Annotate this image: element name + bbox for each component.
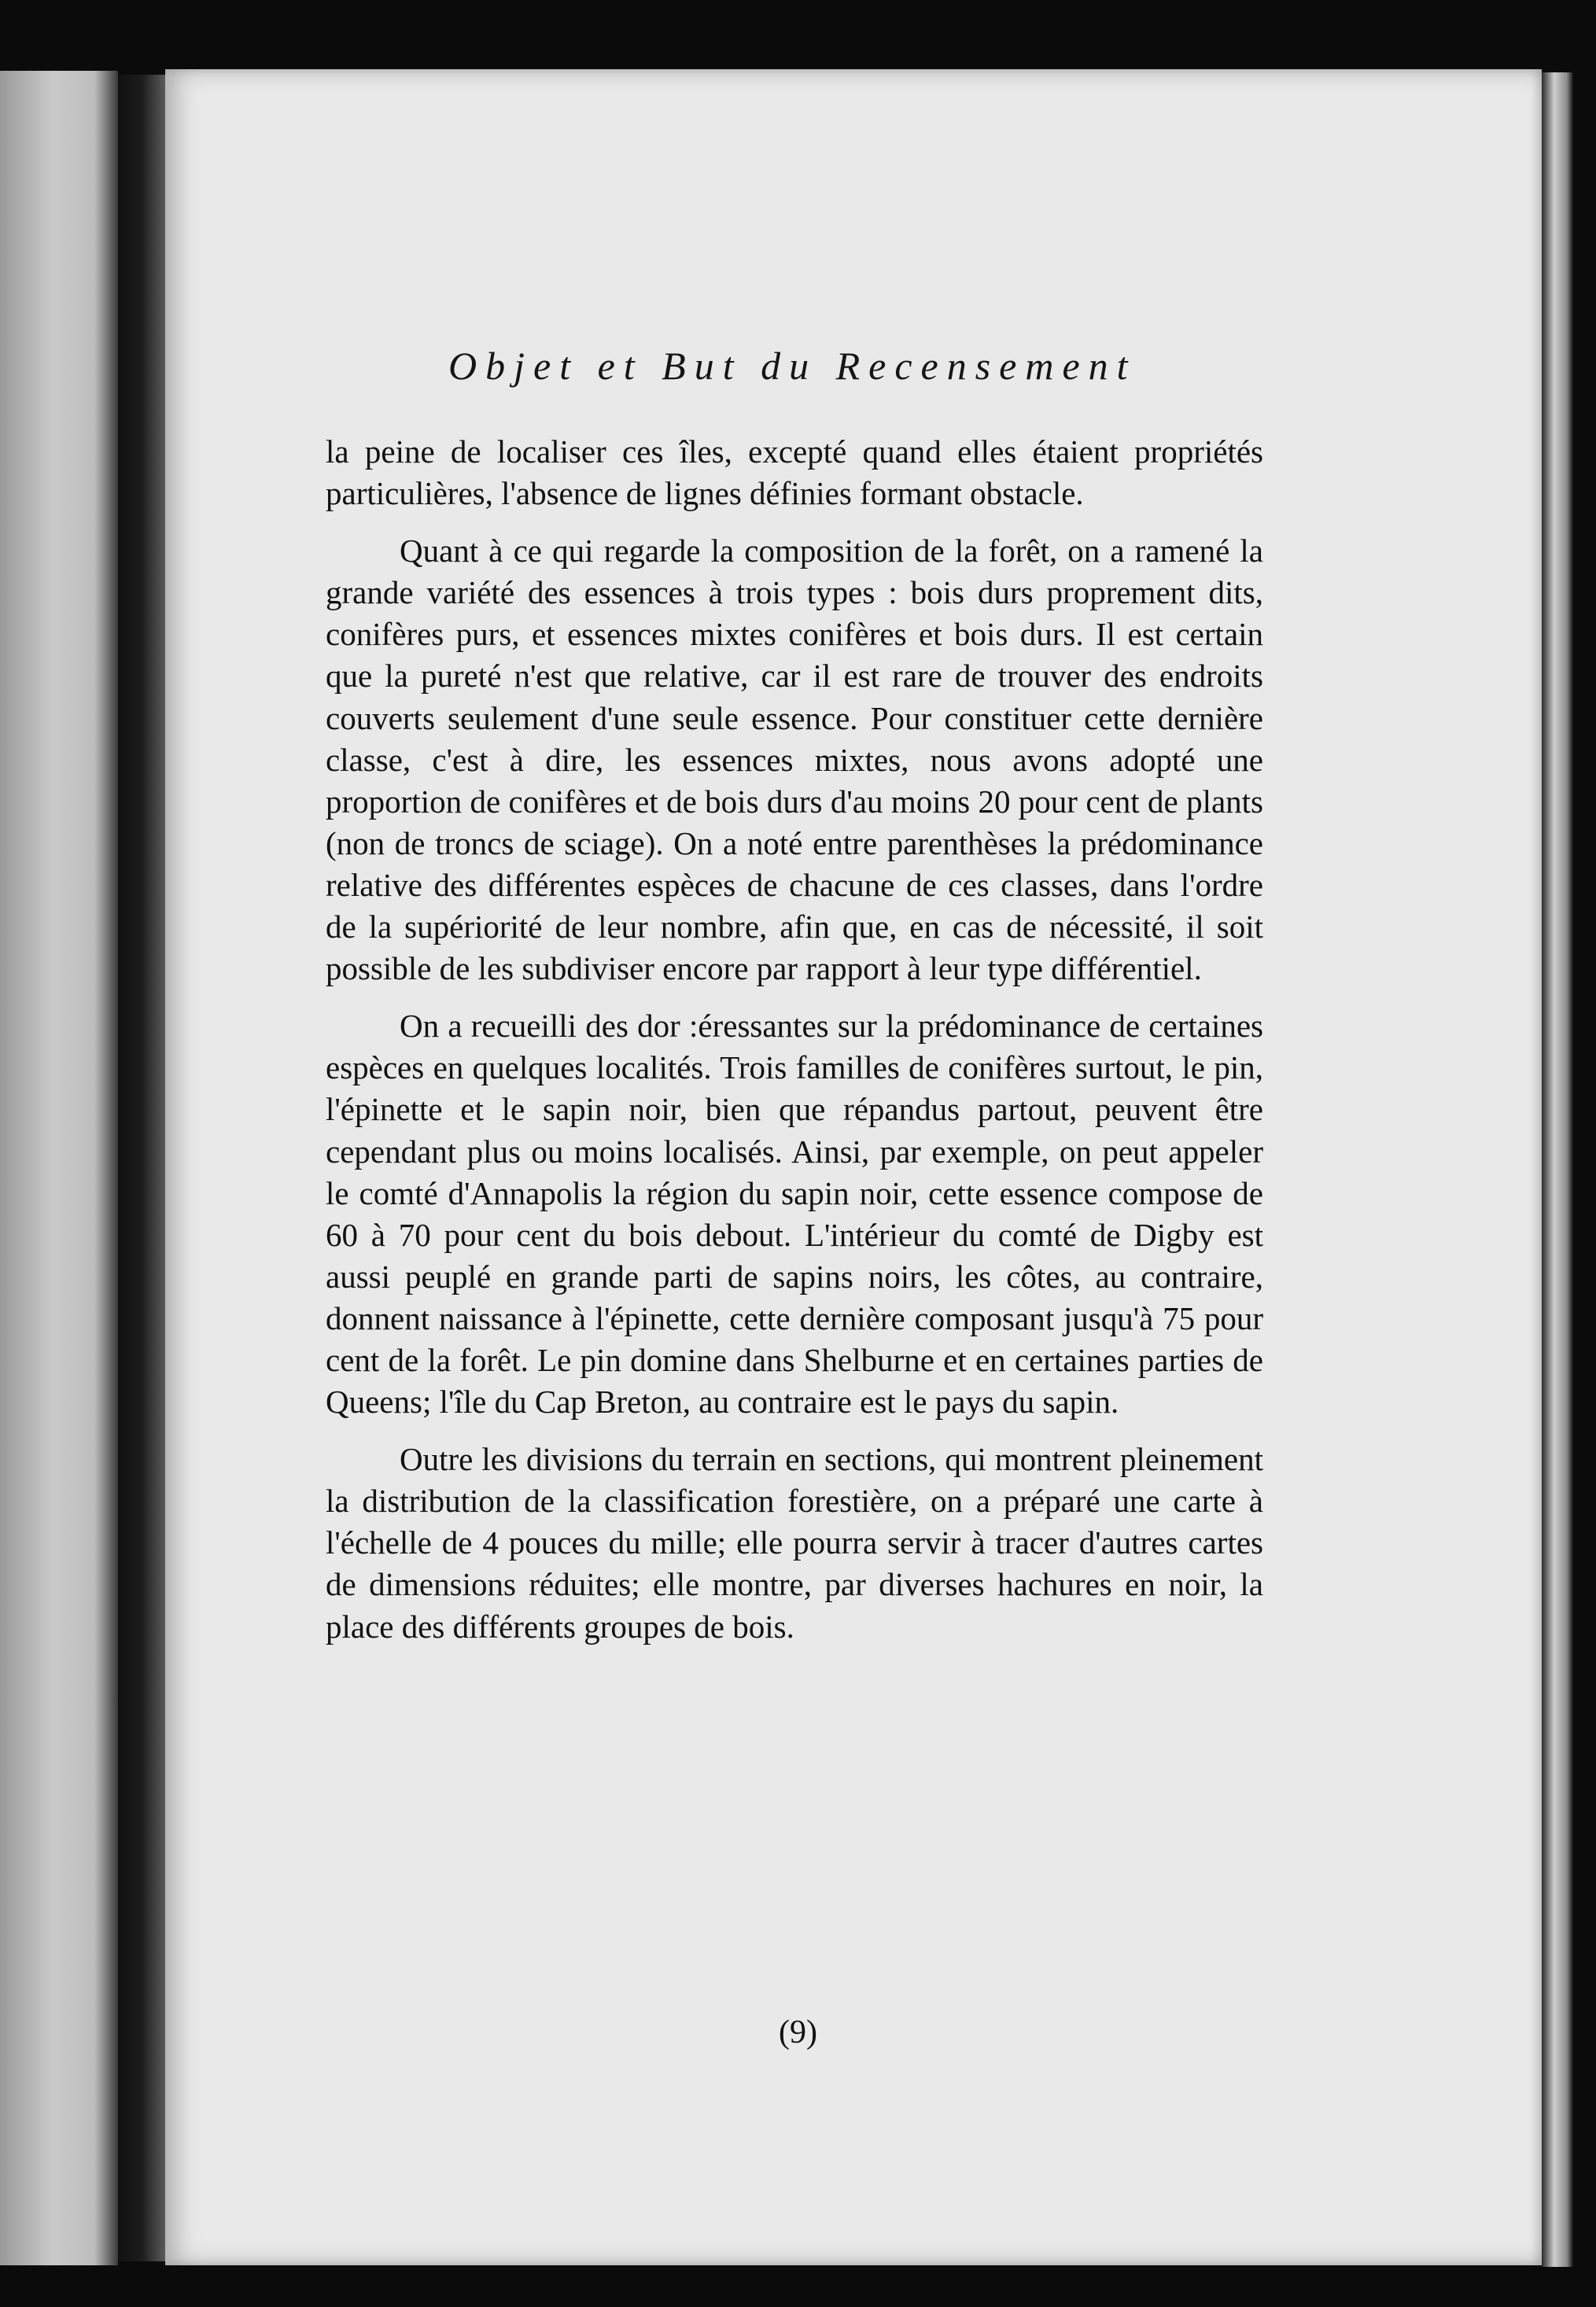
page-right-edge: [1542, 72, 1573, 2267]
book-spine-shadow: [118, 75, 165, 2261]
paragraph-continued: la peine de localiser ces îles, excepté quand elles étaient propriétés particulières, l'absence de lignes définies formant obstacle.: [326, 433, 1263, 512]
paragraph-map: Outre les divisions du terrain en sections, qui montrent pleinement la distribution de la classification forestière, on a préparé une carte à l'échelle de 4 pouces du mille; elle pourra servir à tracer d'autres cartes de dimensions réduites; elle montre, par diverses hachures en noir, la place des différents groupes de bois.: [326, 1441, 1263, 1645]
body-text: [326, 431, 1263, 1648]
page-number: (9): [779, 2014, 817, 2051]
running-head: Objet et But du Recensement: [448, 344, 1137, 388]
facing-page-edge: [0, 71, 118, 2265]
paragraph-forest-composition: Quant à ce qui regarde la composition de la forêt, on a ramené la grande variété des essences à trois types : bois durs proprement dits, conifères purs, et essences mixtes conifères et bois durs. Il est certain que la pureté n'est que relative, car il est rare de trouver des endroits couverts seulement d'une seule essence. Pour constituer cette dernière classe, c'est à dire, les essences mixtes, nous avons adopté une proportion de conifères et de bois durs d'au moins 20 pour cent de plants (non de troncs de sciage). On a noté entre parenthèses la prédominance relative des différentes espèces de chacune de ces classes, dans l'ordre de la supériorité de leur nombre, afin que, en cas de nécessité, il soit possible de les subdiviser encore par rapport à leur type différentiel.: [326, 533, 1263, 987]
paragraph-species-localities: On a recueilli des dor :éressantes sur la prédominance de certaines espèces en quelques localités. Trois familles de conifères surtout, le pin, l'épinette et le sapin noir, bien que répandus partout, peuvent être cependant plus ou moins localisés. Ainsi, par exemple, on peut appeler le comté d'Annapolis la région du sapin noir, cette essence compose de 60 à 70 pour cent du bois debout. L'intérieur du comté de Digby est aussi peuplé en grande parti de sapins noirs, les côtes, au contraire, donnent naissance à l'épinette, cette dernière composant jusqu'à 75 pour cent de la forêt. Le pin domine dans Shelburne et en certaines parties de Queens; l'île du Cap Breton, au contraire est le pays du sapin.: [326, 1008, 1263, 1421]
